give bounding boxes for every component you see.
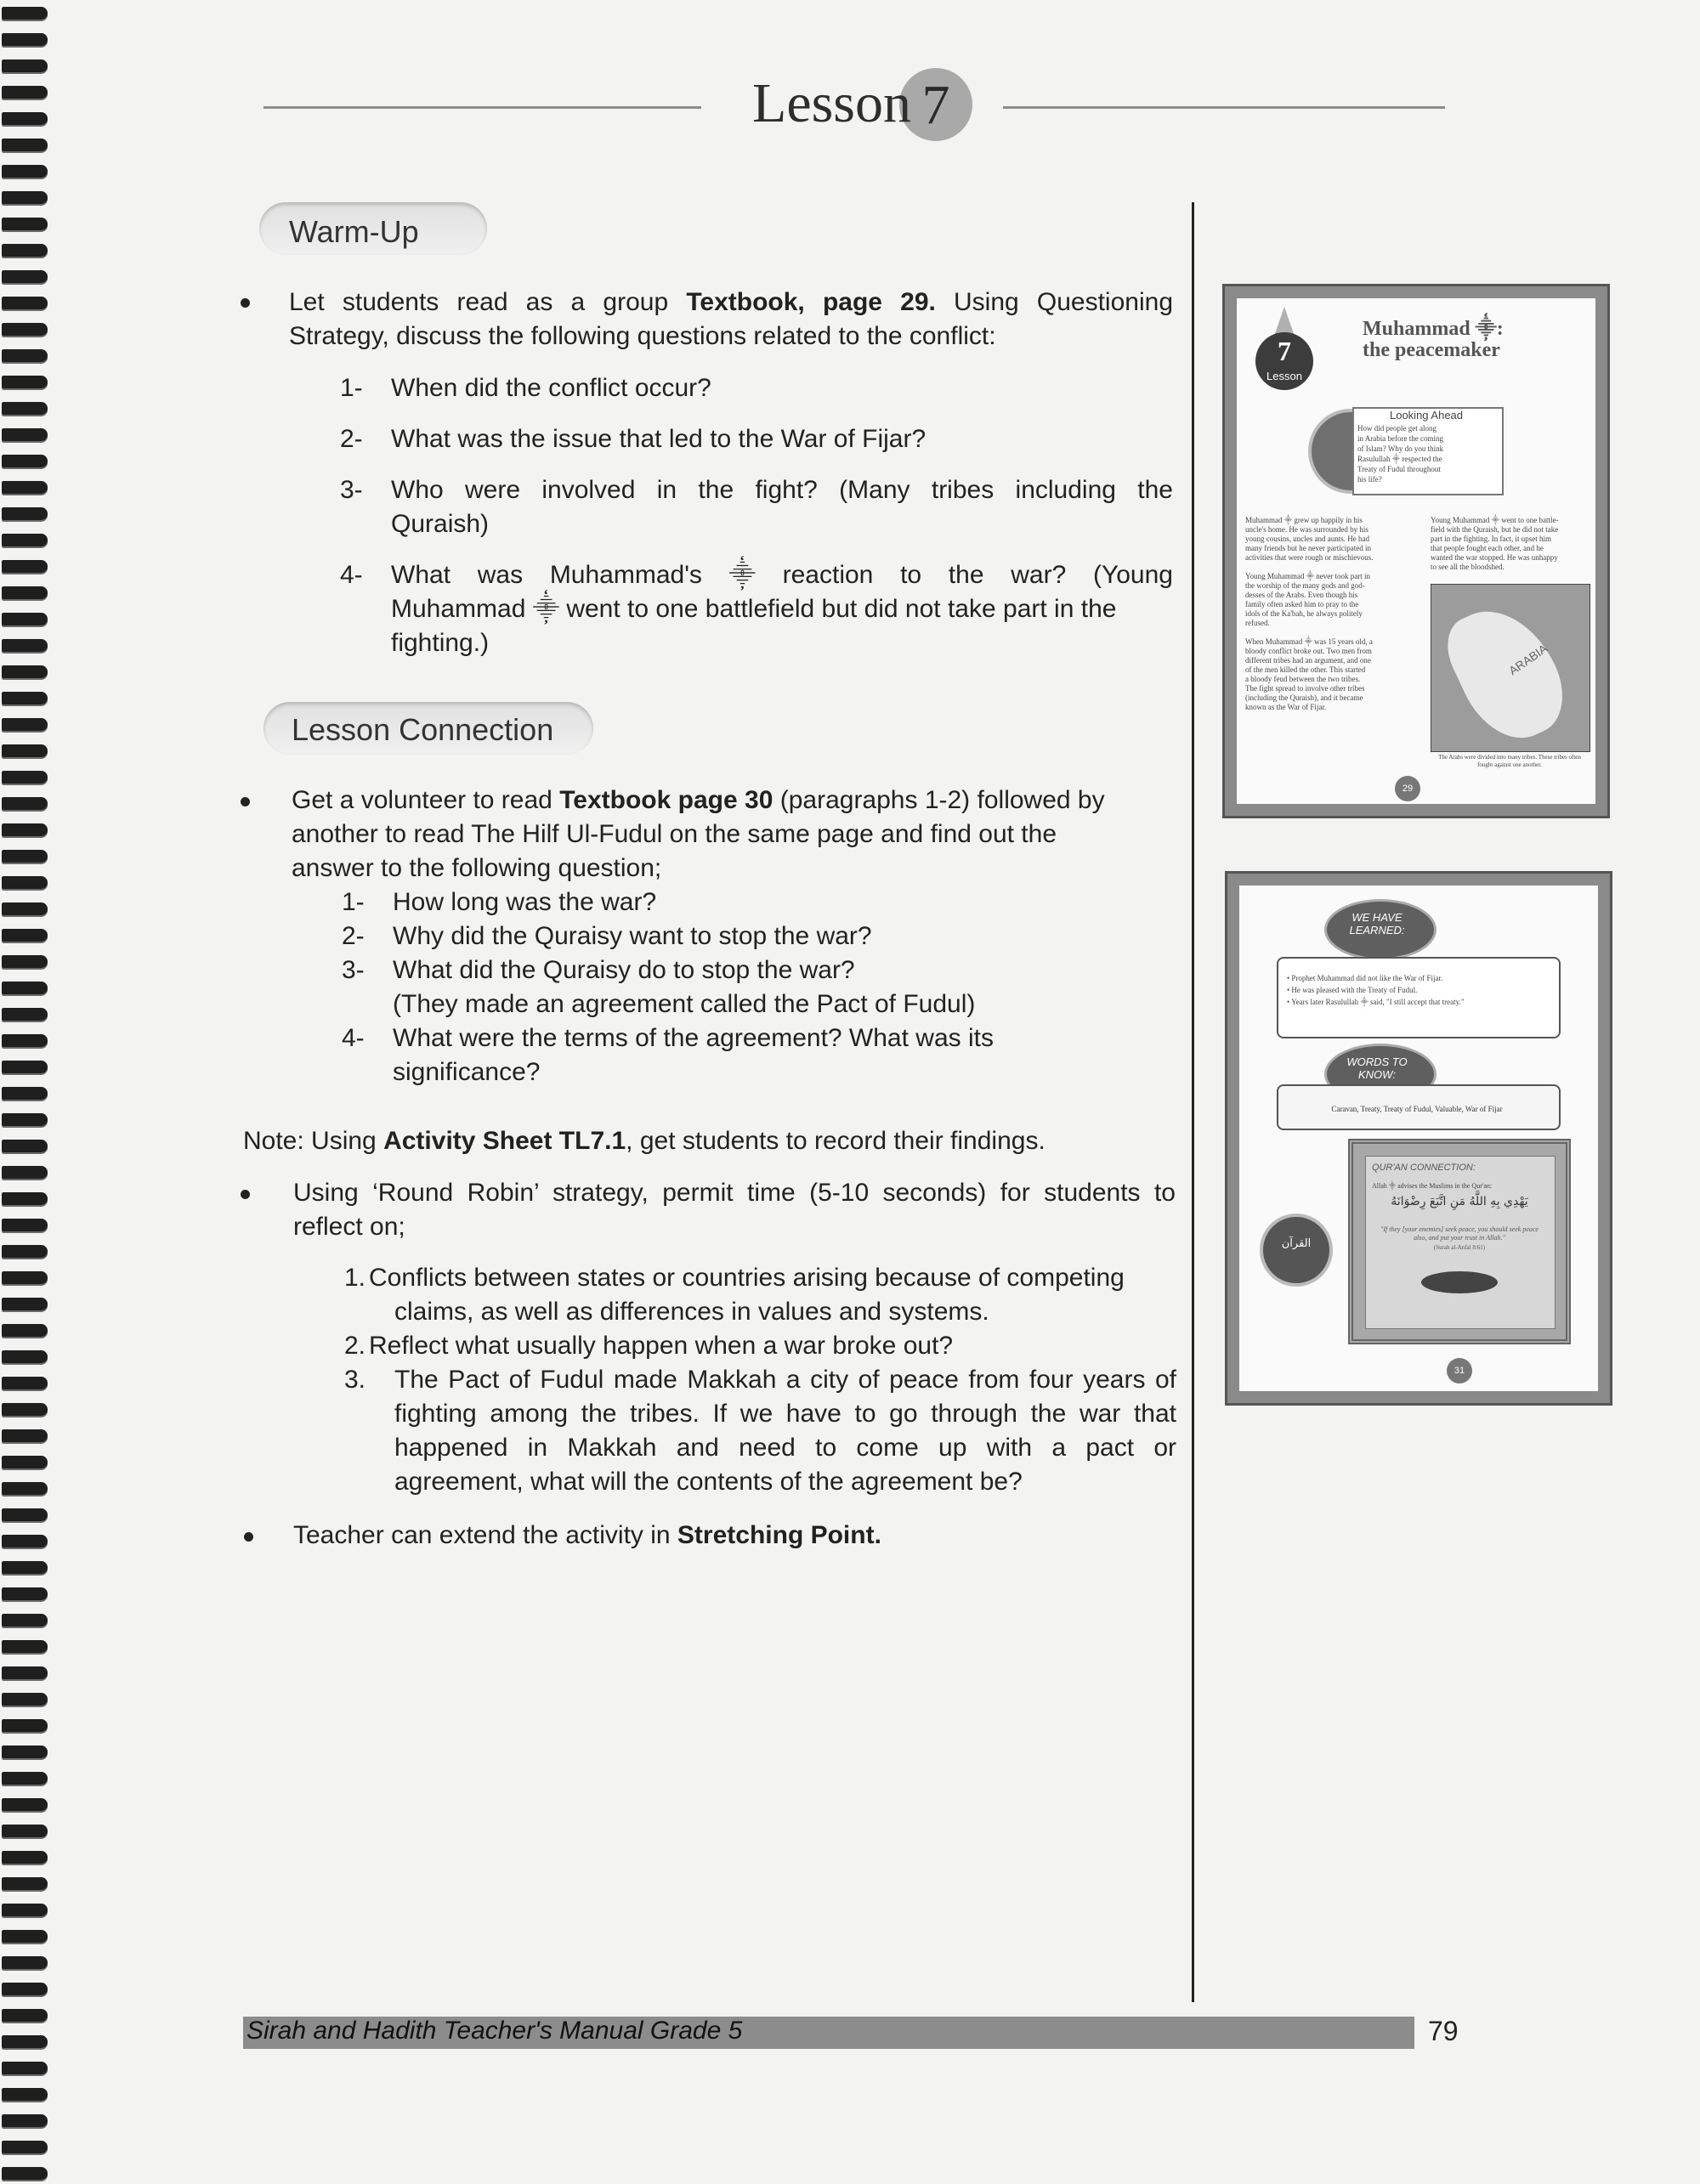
spiral-coil	[2, 2062, 48, 2074]
spiral-coil	[2, 1429, 48, 1442]
thumb-text-line: field with the Quraish, but he did not take	[1431, 525, 1559, 534]
spiral-coil	[2, 1350, 48, 1363]
spiral-coil	[2, 1719, 48, 1732]
connection-line2: another to read The Hilf Ul-Fudul on the same page and find out the	[292, 820, 1057, 848]
question-number: 3-	[342, 956, 365, 984]
spiral-coil	[2, 1456, 48, 1468]
thumb-text-line: refused.	[1245, 619, 1270, 627]
thumb-text-line: many friends but he never participated in	[1245, 544, 1371, 552]
spiral-coil	[2, 1034, 48, 1047]
spiral-coil	[2, 876, 48, 889]
arabia-landmass	[1436, 591, 1578, 754]
quran-connection-frame	[1348, 1139, 1571, 1344]
reflect-item-1: Conflicts between states or countries arising because of competing	[369, 1264, 1125, 1292]
thumb-text-line: his life?	[1357, 475, 1382, 484]
warmup-question-4-cont2: fighting.)	[391, 629, 490, 657]
quran-translation: "If they [your enemies] seek peace, you should seek peace also, and put your trust in Allah."	[1380, 1225, 1538, 1242]
thumb-text-line: idols of the Ka'bah, he always politely	[1245, 609, 1363, 618]
connection-heading: Lesson Connection	[292, 712, 554, 747]
spiral-coil	[2, 639, 48, 652]
spiral-coil	[2, 1614, 48, 1627]
spiral-coil	[2, 1693, 48, 1706]
connection-line1: Get a volunteer to read Textbook page 30 (paragraphs 1-2) followed by	[292, 786, 1105, 814]
spiral-coil	[2, 560, 48, 573]
spiral-coil	[2, 59, 48, 72]
spiral-coil	[2, 1377, 48, 1389]
question-number: 2-	[342, 922, 365, 950]
spiral-coil	[2, 86, 48, 99]
textbook-page-29-thumbnail	[1222, 284, 1610, 818]
connection-question-1: How long was the war?	[393, 888, 657, 916]
header-rule-right	[1003, 106, 1445, 109]
thumb-lesson-label: Lesson	[1266, 370, 1302, 382]
textbook-page-31-thumbnail	[1225, 871, 1612, 1406]
warmup-instruction-line2: Strategy, discuss the following questions related to the conflict:	[289, 322, 996, 350]
spiral-coil	[2, 1192, 48, 1205]
spiral-coil	[2, 692, 48, 704]
bullet	[241, 298, 250, 308]
thumb-text-line: wanted the war stopped. He was unhappy	[1431, 553, 1558, 562]
learned-item: • Prophet Muhammad did not like the War of Fijar.	[1287, 974, 1443, 982]
spiral-coil	[2, 1508, 48, 1521]
spiral-coil	[2, 165, 48, 178]
spiral-coil	[2, 1772, 48, 1785]
activity-note: Note: Using Activity Sheet TL7.1, get students to record their findings.	[243, 1127, 1046, 1155]
learned-item: • Years later Rasulullah ⸎ said, "I still accept that treaty."	[1287, 998, 1465, 1006]
thumb-title-line1: Muhammad ⸎:	[1363, 318, 1504, 340]
spiral-coil	[2, 1403, 48, 1416]
header-rule-left	[264, 106, 701, 109]
reflect-item-3-cont3: agreement, what will the contents of the agreement be?	[394, 1468, 1023, 1496]
spiral-coil	[2, 7, 48, 20]
spiral-coil	[2, 1640, 48, 1653]
spiral-coil	[2, 112, 48, 125]
thumb-text-line: uncle's home. He was surrounded by his	[1245, 525, 1368, 534]
quran-intro: Allah ⸎ advises the Muslims in the Qur'an:	[1372, 1182, 1493, 1190]
thumb-text-line: a bloody feud between the two tribes.	[1245, 675, 1361, 683]
looking-ahead-heading: Looking Ahead	[1389, 409, 1464, 422]
thumb-page-number: 29	[1395, 776, 1420, 801]
thumb-text-line: Young Muhammad ⸎ went to one battle-	[1431, 516, 1559, 524]
spiral-coil	[2, 428, 48, 441]
spiral-coil	[2, 2114, 48, 2127]
bullet	[241, 1190, 250, 1199]
connection-question-3-answer: (They made an agreement called the Pact of Fudul)	[393, 990, 976, 1018]
spiral-binding	[0, 0, 53, 2184]
spiral-coil	[2, 534, 48, 546]
spiral-coil	[2, 1956, 48, 1969]
spiral-coil	[2, 2009, 48, 2022]
spiral-coil	[2, 1983, 48, 1995]
page-number: 79	[1428, 2016, 1459, 2046]
spiral-coil	[2, 1851, 48, 1864]
thumb-text-line: Rasulullah ⸎ respected the	[1357, 455, 1442, 463]
spiral-coil	[2, 955, 48, 968]
spiral-coil	[2, 586, 48, 599]
ornament-icon	[1421, 1271, 1498, 1293]
spiral-coil	[2, 33, 48, 46]
question-number: 3-	[340, 476, 363, 504]
spiral-coil	[2, 2167, 48, 2180]
spiral-coil	[2, 744, 48, 757]
spiral-coil	[2, 297, 48, 309]
reflect-item-3-cont2: happened in Makkah and need to come up with a pact or	[394, 1434, 1176, 1462]
spiral-coil	[2, 2035, 48, 2048]
spiral-coil	[2, 718, 48, 731]
spiral-coil	[2, 1219, 48, 1231]
spiral-coil	[2, 455, 48, 467]
spiral-coil	[2, 823, 48, 836]
spiral-coil	[2, 1166, 48, 1179]
spiral-coil	[2, 1271, 48, 1284]
spiral-coil	[2, 218, 48, 230]
thumb-text-line: desses of the Arabs. Even though his	[1245, 591, 1358, 599]
spiral-coil	[2, 1140, 48, 1152]
lesson-number: 7	[921, 74, 950, 136]
spiral-coil	[2, 1587, 48, 1600]
arabia-map	[1431, 584, 1590, 752]
spiral-coil	[2, 402, 48, 415]
map-caption: The Arabs were divided into many tribes. These tribes often fought against one another.	[1438, 754, 1581, 768]
question-number: 1-	[342, 888, 365, 916]
spiral-coil	[2, 982, 48, 994]
connection-question-2: Why did the Quraisy want to stop the war?	[393, 922, 872, 950]
map-label: ARABIA	[1506, 641, 1550, 678]
lesson-title: Lesson	[752, 72, 911, 134]
reflect-number: 1.	[344, 1264, 366, 1292]
reflect-item-1-cont: claims, as well as differences in values and systems.	[394, 1298, 989, 1326]
spiral-coil	[2, 270, 48, 283]
spiral-coil	[2, 1746, 48, 1758]
spiral-coil	[2, 1324, 48, 1337]
warmup-instruction-line1: Let students read as a group Textbook, page 29. Using Questioning	[289, 288, 1173, 316]
thumb-text-line: different tribes had an argument, and one	[1245, 656, 1371, 665]
thumb-text-line: part in the fighting. In fact, it upset him	[1431, 535, 1551, 543]
spiral-coil	[2, 2141, 48, 2153]
spiral-coil	[2, 1561, 48, 1574]
stretching-point-line: Teacher can extend the activity in Stretching Point.	[293, 1521, 881, 1549]
spiral-coil	[2, 1666, 48, 1679]
thumb-text-line: of Islam? Why do you think	[1357, 444, 1444, 453]
spiral-coil	[2, 1113, 48, 1126]
round-robin-line2: reflect on;	[293, 1213, 405, 1241]
spiral-coil	[2, 507, 48, 520]
question-number: 2-	[340, 425, 363, 453]
thumb-text-line: How did people get along	[1357, 424, 1436, 433]
learned-item: • He was pleased with the Treaty of Fudul.	[1287, 986, 1418, 994]
spiral-coil	[2, 797, 48, 810]
spiral-coil	[2, 244, 48, 257]
thumb-text-line: to see all the bloodshed.	[1431, 563, 1504, 571]
connection-line3: answer to the following question;	[292, 854, 662, 882]
quran-badge-icon	[1260, 1214, 1333, 1287]
quran-reference: (Surah al-Anfal 8:61)	[1433, 1244, 1486, 1251]
spiral-coil	[2, 349, 48, 362]
reflect-item-2: Reflect what usually happen when a war broke out?	[369, 1332, 954, 1360]
thumb-text-line: in Arabia before the coming	[1357, 434, 1443, 443]
spiral-coil	[2, 191, 48, 204]
warmup-question-4-cont: Muhammad ⸎ went to one battlefield but did not take part in the	[391, 595, 1117, 623]
spiral-coil	[2, 1482, 48, 1495]
warmup-question-1: When did the conflict occur?	[391, 374, 711, 402]
warmup-question-2: What was the issue that led to the War of Fijar?	[391, 425, 926, 453]
learned-heading: WE HAVE LEARNED:	[1349, 911, 1405, 936]
warmup-question-3: Who were involved in the fight? (Many tribes including the	[391, 476, 1173, 504]
thumb-text-line: (including the Quraish), and it became	[1245, 693, 1363, 702]
bullet	[244, 1532, 253, 1542]
warmup-question-3-cont: Quraish)	[391, 510, 490, 538]
thumb-text-line: When Muhammad ⸎ was 15 years old, a	[1245, 637, 1373, 646]
spiral-coil	[2, 1008, 48, 1021]
thumb-title-line2: the peacemaker	[1363, 339, 1500, 361]
reflect-item-3-cont: fighting among the tribes. If we have to go through the war that	[394, 1400, 1176, 1428]
bullet	[241, 797, 250, 806]
spiral-coil	[2, 1930, 48, 1943]
thumb-text-line: Young Muhammad ⸎ never took part in	[1245, 572, 1370, 580]
spiral-coil	[2, 139, 48, 151]
spiral-coil	[2, 1825, 48, 1837]
thumb-text-line: known as the War of Fijar.	[1245, 703, 1327, 711]
thumb-text-line: young cousins, uncles and aunts. He had	[1245, 535, 1369, 543]
spiral-coil	[2, 376, 48, 388]
thumb-text-line: activities that were rough or mischievous.	[1245, 553, 1374, 562]
spiral-coil	[2, 323, 48, 336]
spiral-coil	[2, 1535, 48, 1547]
thumb-text-line: the worship of the many gods and god-	[1245, 581, 1365, 590]
spiral-coil	[2, 902, 48, 915]
connection-question-3: What did the Quraisy do to stop the war?	[393, 956, 855, 984]
thumb-text-line: The fight spread to involve other tribes	[1245, 684, 1365, 693]
spiral-coil	[2, 1298, 48, 1310]
connection-question-4-cont: significance?	[393, 1058, 541, 1086]
warmup-question-4: What was Muhammad's ⸎ reaction to the war? (Young	[391, 561, 1173, 589]
spiral-coil	[2, 1798, 48, 1811]
question-number: 4-	[342, 1024, 365, 1052]
spiral-coil	[2, 613, 48, 625]
quran-badge-label: القرآن	[1281, 1237, 1312, 1250]
spiral-coil	[2, 2088, 48, 2101]
warmup-heading: Warm-Up	[289, 214, 419, 249]
spiral-coil	[2, 850, 48, 863]
thumbnail-page	[1239, 885, 1598, 1391]
thumb-text-line: family often asked him to pray to the	[1245, 600, 1359, 608]
thumb-page-number: 31	[1447, 1358, 1472, 1383]
spiral-coil	[2, 481, 48, 494]
footer-title: Sirah and Hadith Teacher's Manual Grade 5	[246, 2017, 743, 2045]
words-heading: WORDS TO KNOW:	[1346, 1055, 1408, 1081]
thumb-text-line: that people fought each other, and he	[1431, 544, 1544, 552]
spiral-coil	[2, 929, 48, 942]
spiral-coil	[2, 1061, 48, 1073]
thumb-text-line: bloody conflict broke out. Two men from	[1245, 647, 1372, 655]
thumbnail-page	[1237, 298, 1595, 804]
words-list: Caravan, Treaty, Treaty of Fudul, Valuable, War of Fijar	[1331, 1105, 1503, 1113]
spiral-coil	[2, 771, 48, 784]
spiral-coil	[2, 1245, 48, 1258]
spiral-coil	[2, 1877, 48, 1890]
spiral-coil	[2, 1904, 48, 1916]
reflect-item-3: The Pact of Fudul made Makkah a city of peace from four years of	[394, 1366, 1176, 1394]
thumb-lesson-number: 7	[1278, 336, 1291, 366]
reflect-number: 2.	[344, 1332, 366, 1360]
thumb-text-line: Muhammad ⸎ grew up happily in his	[1245, 516, 1363, 524]
column-divider	[1192, 202, 1194, 2002]
question-number: 1-	[340, 374, 363, 402]
connection-question-4: What were the terms of the agreement? What was its	[393, 1024, 994, 1052]
quran-heading: QUR'AN CONNECTION:	[1372, 1163, 1476, 1173]
question-number: 4-	[340, 561, 363, 589]
thumb-text-line: of the men killed the other. This started	[1245, 665, 1366, 674]
quran-arabic-verse: يَهْدِي بِهِ اللَّهُ مَنِ اتَّبَعَ رِضْوَانَهُ	[1391, 1195, 1528, 1208]
reflect-number: 3.	[344, 1366, 366, 1394]
spiral-coil	[2, 665, 48, 678]
spiral-coil	[2, 1087, 48, 1100]
round-robin-line1: Using ‘Round Robin’ strategy, permit time (5-10 seconds) for students to	[293, 1179, 1176, 1207]
thumb-text-line: Treaty of Fudul throughout	[1357, 465, 1441, 473]
